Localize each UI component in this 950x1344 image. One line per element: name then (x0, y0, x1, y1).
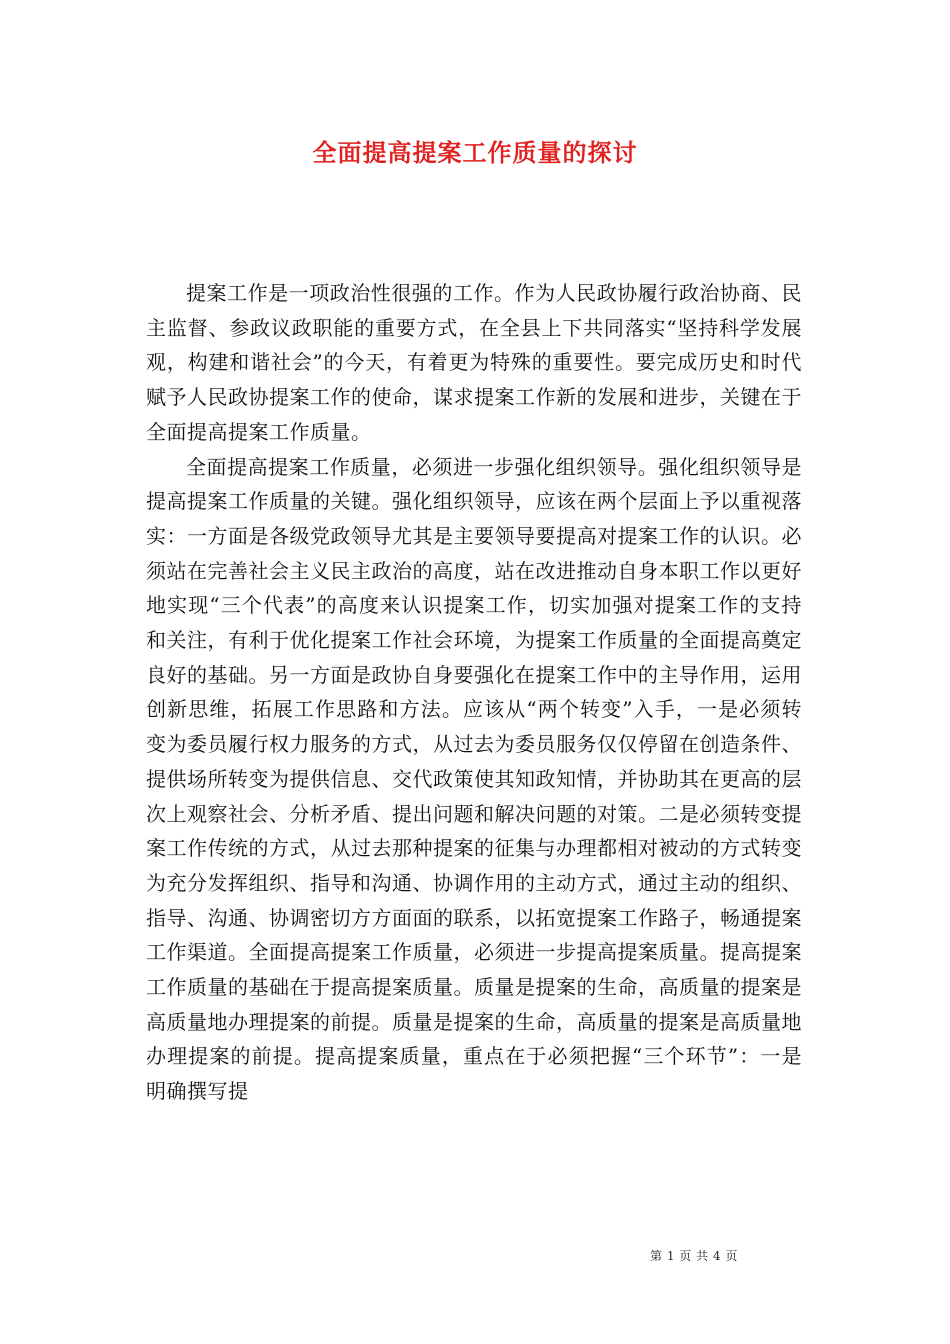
document-title: 全面提高提案工作质量的探讨 (312, 138, 638, 167)
document-body (146, 276, 802, 1109)
paragraph-2: 全面提高提案工作质量，必须进一步强化组织领导。强化组织领导是提高提案工作质量的关键。强化组织领导，应该在两个层面上予以重视落实：一方面是各级党政领导尤其是主要领导要提高对提案工作的认识。必须站在完善社会主义民主政治的高度，站在改进推动自身本职工作以更好地实现“三个代表”的高度来认识提案工作，切实加强对提案工作的支持和关注，有利于优化提案工作社会环境，为提案工作质量的全面提高奠定良好的基础。另一方面是政协自身要强化在提案工作中的主导作用，运用创新思维，拓展工作思路和方法。应该从“两个转变”入手，一是必须转变为委员履行权力服务的方式，从过去为委员服务仅仅停留在创造条件、提供场所转变为提供信息、交代政策使其知政知情，并协助其在更高的层次上观察社会、分析矛盾、提出问题和解决问题的对策。二是必须转变提案工作传统的方式，从过去那种提案的征集与办理都相对被动的方式转变为充分发挥组织、指导和沟通、协调作用的主动方式，通过主动的组织、指导、沟通、协调密切方方面面的联系，以拓宽提案工作路子，畅通提案工作渠道。全面提高提案工作质量，必须进一步提高提案质量。提高提案工作质量的基础在于提高提案质量。质量是提案的生命，高质量的提案是高质量地办理提案的前提。质量是提案的生命，高质量的提案是高质量地办理提案的前提。提高提案质量，重点在于必须把握“三个环节”：一是明确撰写提 (146, 454, 802, 1104)
page-number: 第 1 页 共 4 页 (650, 1249, 738, 1263)
paragraph-1: 提案工作是一项政治性很强的工作。作为人民政协履行政治协商、民主监督、参政议政职能的重要方式，在全县上下共同落实“坚持科学发展观，构建和谐社会”的今天，有着更为特殊的重要性。要完成历史和时代赋予人民政协提案工作的使命，谋求提案工作新的发展和进步，关键在于全面提高提案工作质量。 (146, 281, 802, 444)
